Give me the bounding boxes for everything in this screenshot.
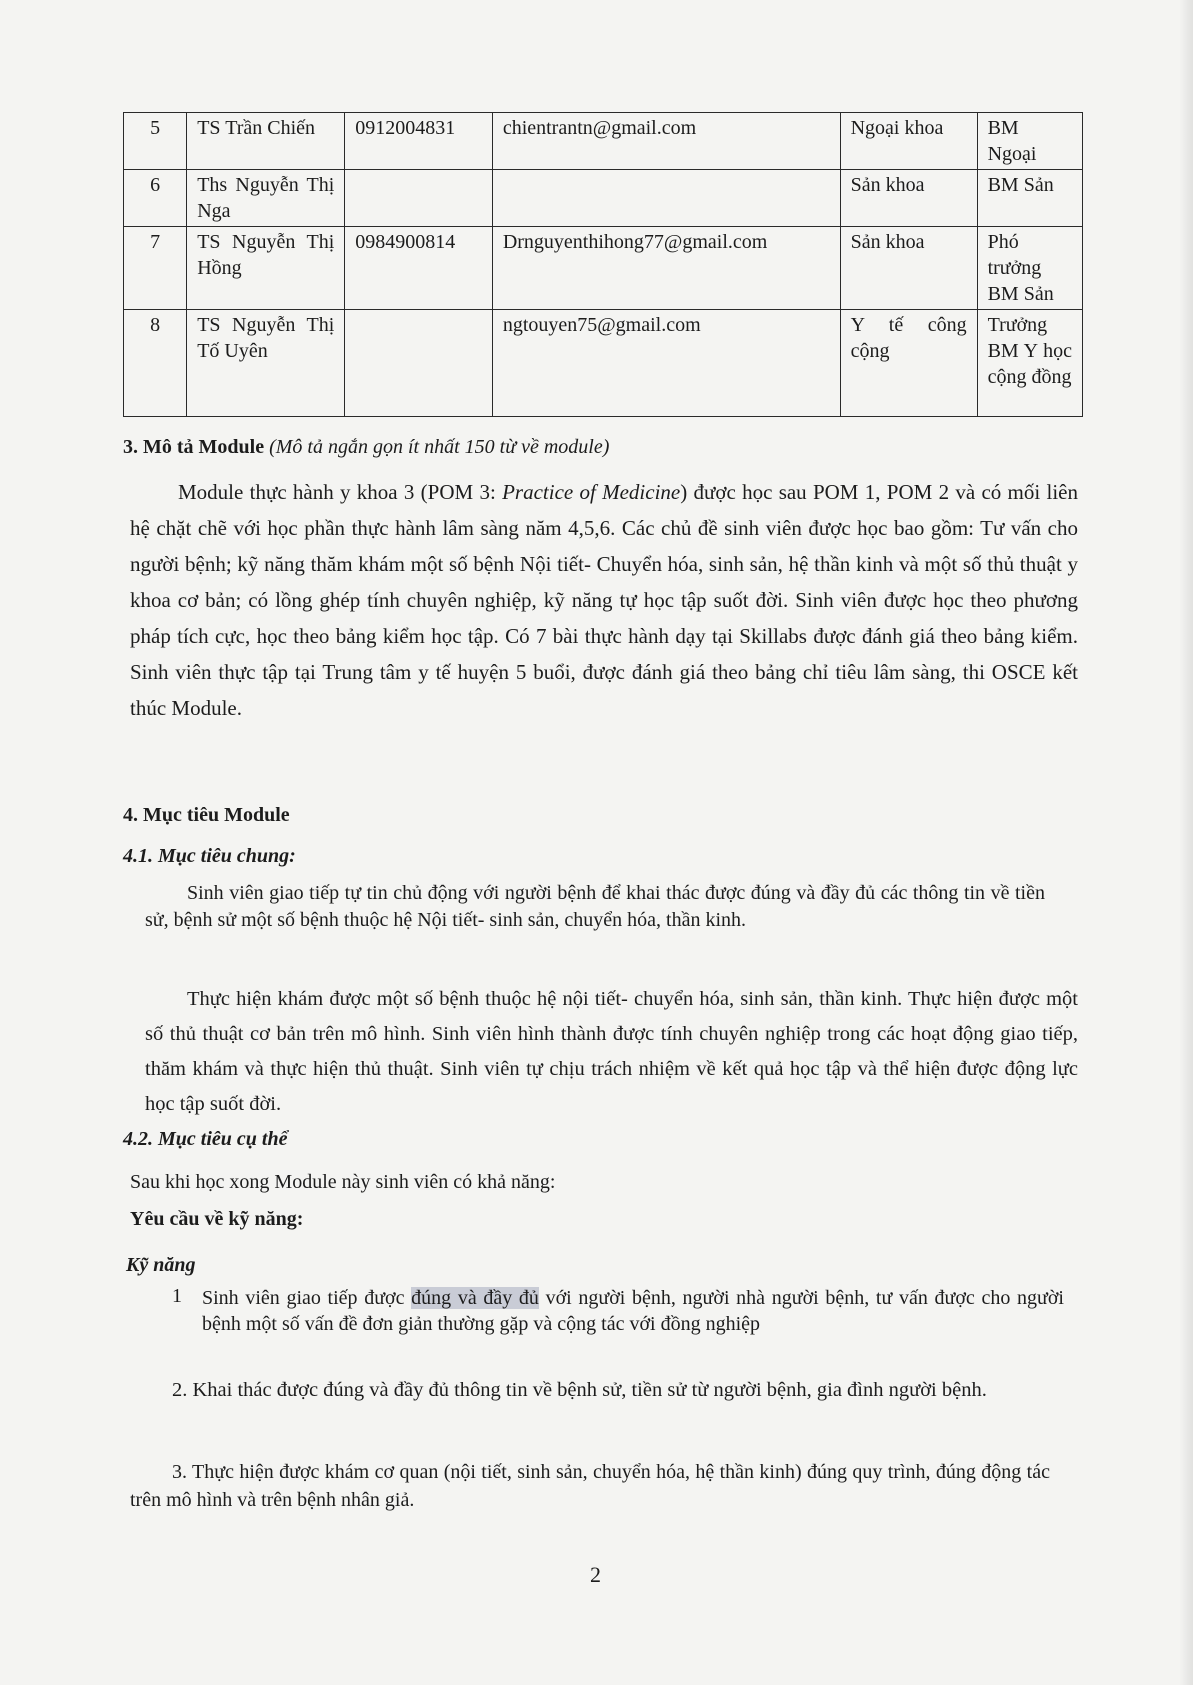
para-text-2: ) được học sau POM 1, POM 2 và có mối liên hệ chặt chẽ với học phần thực hành lâm sàng năm 4,5,6. Các chủ đề sinh viên được học bao gồm: Tư vấn cho người bệnh; kỹ năng thăm khám một số bệnh Nội tiết- Chuyển hóa, sinh sản, hệ thần kinh và một số thủ thuật y khoa cơ bản; có lồng ghép tính chuyên nghiệp, kỹ năng tự học tập suốt đời. Sinh viên được học theo phương pháp tích cực, học theo bảng kiểm học tập. Có 7 bài thực hành dạy tại Skillabs được đánh giá theo bảng kiểm. Sinh viên thực tập tại Trung tâm y tế huyện 5 buổi, được đánh giá theo bảng chỉ tiêu lâm sàng, thi OSCE kết thúc Module. <box>130 480 1078 720</box>
staff-role: Trưởng BM Y học cộng đồng <box>977 310 1082 417</box>
staff-name: Ths Nguyễn Thị Nga <box>187 170 345 227</box>
staff-department: Sản khoa <box>840 227 977 310</box>
skill-requirement-heading: Yêu cầu về kỹ năng: <box>130 1208 304 1230</box>
staff-role: BM Sản <box>977 170 1082 227</box>
para-italic: Practice of Medicine <box>502 480 681 504</box>
item-1-highlight: đúng và đầy đủ <box>411 1287 539 1309</box>
para-text-1: Module thực hành y khoa 3 (POM 3: <box>178 480 503 504</box>
row-number: 8 <box>124 310 187 417</box>
section-4-2-title: 4.2. Mục tiêu cụ thể <box>123 1128 288 1150</box>
staff-email: chientrantn@gmail.com <box>492 113 840 170</box>
skill-item-2: 2. Khai thác được đúng và đầy đủ thông tin về bệnh sử, tiền sử từ người bệnh, gia đình người bệnh. <box>172 1379 987 1401</box>
staff-email: Drnguyenthihong77@gmail.com <box>492 227 840 310</box>
objective-general-para-1: Sinh viên giao tiếp tự tin chủ động với người bệnh để khai thác được đúng và đầy đủ các thông tin về tiền sử, bệnh sử một số bệnh thuộc hệ Nội tiết- sinh sản, chuyển hóa, thần kinh. <box>145 882 1045 931</box>
objective-general-para-2: Thực hiện khám được một số bệnh thuộc hệ nội tiết- chuyển hóa, sinh sản, thần kinh. Thực hiện được một số thủ thuật cơ bản trên mô hình. Sinh viên hình thành được tính chuyên nghiệp trong các hoạt động giao tiếp, thăm khám và thực hiện thủ thuật. Sinh viên tự chịu trách nhiệm về kết quả học tập và thể hiện được động lực học tập suốt đời. <box>145 988 1078 1115</box>
item-1-number: 1 <box>172 1285 182 1307</box>
section-4-1-title: 4.1. Mục tiêu chung: <box>123 845 296 867</box>
staff-name: TS Nguyễn Thị Tố Uyên <box>187 310 345 417</box>
staff-phone: 0984900814 <box>345 227 493 310</box>
staff-phone <box>345 310 493 417</box>
section-3-note: (Mô tả ngắn gọn ít nhất 150 từ về module) <box>269 436 610 458</box>
section-4-2-intro: Sau khi học xong Module này sinh viên có khả năng: <box>130 1171 556 1193</box>
skill-item-3: 3. Thực hiện được khám cơ quan (nội tiết, sinh sản, chuyển hóa, hệ thần kinh) đúng quy trình, đúng động tác trên mô hình và trên bệnh nhân giả. <box>130 1461 1050 1511</box>
staff-row <box>124 113 1083 170</box>
staff-phone: 0912004831 <box>345 113 493 170</box>
staff-email <box>492 170 840 227</box>
section-3-paragraph <box>130 474 1078 726</box>
row-number: 5 <box>124 113 187 170</box>
section-3-title <box>123 436 609 459</box>
item-1-text-a: Sinh viên giao tiếp được <box>202 1287 412 1309</box>
staff-name: TS Nguyễn Thị Hồng <box>187 227 345 310</box>
scan-edge-shadow <box>1179 0 1193 1685</box>
row-number: 7 <box>124 227 187 310</box>
section-4-title: 4. Mục tiêu Module <box>123 804 290 826</box>
staff-department: Y tế công cộng <box>840 310 977 417</box>
staff-row <box>124 170 1083 227</box>
staff-row <box>124 310 1083 417</box>
page-number: 2 <box>590 1562 601 1587</box>
staff-row <box>124 227 1083 310</box>
staff-email: ngtouyen75@gmail.com <box>492 310 840 417</box>
section-3-heading: 3. Mô tả Module <box>123 436 265 458</box>
row-number: 6 <box>124 170 187 227</box>
staff-role: Phó trưởng BM Sản <box>977 227 1082 310</box>
staff-department: Ngoại khoa <box>840 113 977 170</box>
staff-role: BM Ngoại <box>977 113 1082 170</box>
item-1-text-b: với người bệnh, người nhà người bệnh, tư vấn được cho người bệnh một số vấn đề đơn giản thường gặp và cộng tác với đồng nghiệp <box>202 1287 1064 1335</box>
staff-name: TS Trần Chiến <box>187 113 345 170</box>
skill-heading: Kỹ năng <box>126 1254 196 1276</box>
skill-item-1 <box>202 1285 1064 1337</box>
staff-table <box>123 112 1083 417</box>
staff-department: Sản khoa <box>840 170 977 227</box>
staff-phone <box>345 170 493 227</box>
